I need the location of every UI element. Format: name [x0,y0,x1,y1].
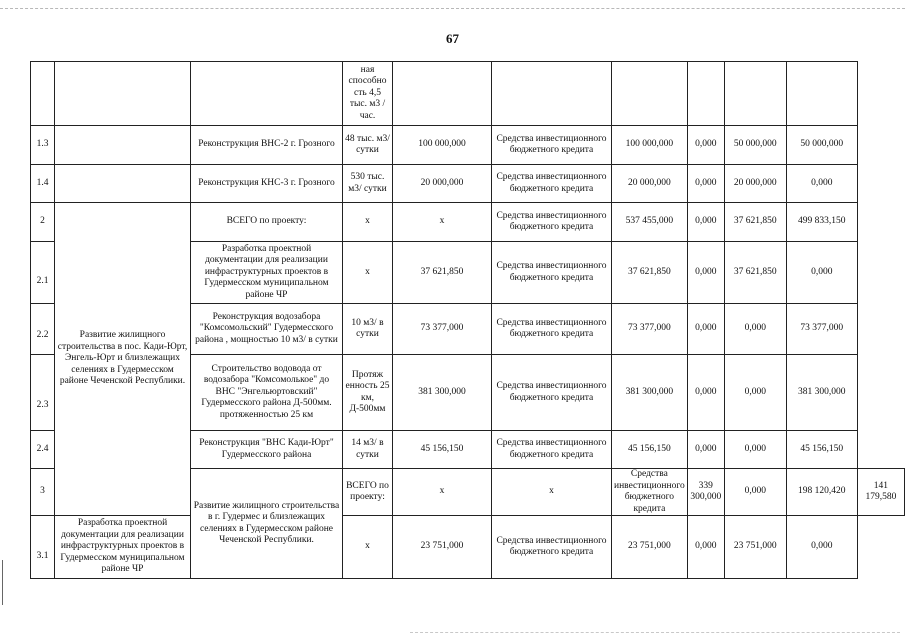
amount-cell: 381 300,000 [393,355,492,431]
capacity-cell: 48 тыс. м3/ сутки [343,126,393,165]
project-title-cell [55,126,191,165]
measure-name: ВСЕГО по проекту: [343,469,393,516]
year2-cell: 37 621,850 [724,203,786,242]
total-cell: 45 156,150 [612,431,688,469]
year2-cell: 50 000,000 [724,126,786,165]
budget-table [30,61,905,579]
capacity-cell: 14 м3/ в сутки [343,431,393,469]
table-row [31,62,905,126]
project-title-3: Развитие жилищного строительства в г. Гудермес и близлежащих селениях в Гудермесском районе Чеченской Республики. [191,469,343,579]
project-title-2: Развитие жилищного строительства в пос. Кади-Юрт, Энгель-Юрт и близлежащих селениях в Гудермесском районе Чеченской Республики. [55,203,191,516]
row-number [31,62,55,126]
year1-cell: 0,000 [687,165,724,203]
scan-header-noise [0,8,905,10]
year3-cell: 45 156,150 [786,431,857,469]
amount-cell: 100 000,000 [393,126,492,165]
capacity-cell: 530 тыс. м3/ сутки [343,165,393,203]
year2-cell: 198 120,420 [786,469,857,516]
year2-cell [724,62,786,126]
amount-cell: х [393,203,492,242]
funding-source-cell: Средства инвестиционного бюджетного кредита [492,203,612,242]
amount-cell: х [492,469,612,516]
funding-source-cell: Средства инвестиционного бюджетного кредита [612,469,688,516]
measure-name: Реконструкция КНС-3 г. Грозного [191,165,343,203]
year3-cell: 73 377,000 [786,304,857,355]
total-cell: 339 300,000 [687,469,724,516]
total-cell [612,62,688,126]
total-cell: 381 300,000 [612,355,688,431]
row-number: 1.3 [31,126,55,165]
funding-source-cell [492,62,612,126]
year1-cell: 0,000 [687,516,724,579]
year1-cell: 0,000 [724,469,786,516]
capacity-cell: 10 м3/ в сутки [343,304,393,355]
year3-cell: 0,000 [786,165,857,203]
funding-source-cell: Средства инвестиционного бюджетного кредита [492,431,612,469]
year1-cell: 0,000 [687,431,724,469]
year2-cell: 0,000 [724,431,786,469]
capacity-cell: ная способно сть 4,5 тыс. м3 /час. [343,62,393,126]
table-row [31,126,905,165]
project-title-cell [55,165,191,203]
row-number: 2 [31,203,55,242]
row-number: 3 [31,469,55,516]
amount-cell [393,62,492,126]
project-title-cell [55,62,191,126]
row-number: 2.2 [31,304,55,355]
measure-name: Разработка проектной документации для реализации инфраструктурных проектов в Гудермесском муниципальном районе ЧР [55,516,191,579]
capacity-cell: х [343,203,393,242]
capacity-cell: х [343,242,393,304]
funding-source-cell: Средства инвестиционного бюджетного кредита [492,304,612,355]
capacity-cell: х [343,516,393,579]
year3-cell: 0,000 [786,516,857,579]
table-row [31,516,905,579]
row-number: 3.1 [31,516,55,579]
year3-cell: 499 833,150 [786,203,857,242]
scan-margin-mark [2,560,5,605]
year2-cell: 20 000,000 [724,165,786,203]
year3-cell: 381 300,000 [786,355,857,431]
year2-cell: 0,000 [724,355,786,431]
total-cell: 100 000,000 [612,126,688,165]
scan-footer-noise [410,632,900,634]
capacity-cell: Протяж енность 25 км, Д-500мм [343,355,393,431]
amount-cell: 73 377,000 [393,304,492,355]
year1-cell: 0,000 [687,304,724,355]
table-row [31,203,905,242]
row-number: 1.4 [31,165,55,203]
year1-cell: 0,000 [687,126,724,165]
amount-cell: 20 000,000 [393,165,492,203]
amount-cell: 37 621,850 [393,242,492,304]
measure-name: Реконструкция "ВНС Кади-Юрт" Гудермесского района [191,431,343,469]
page-number: 67 [446,31,459,46]
row-number: 2.4 [31,431,55,469]
measure-name: Реконструкция ВНС-2 г. Грозного [191,126,343,165]
capacity-cell: х [393,469,492,516]
funding-source-cell: Средства инвестиционного бюджетного кредита [492,355,612,431]
year3-cell [786,62,857,126]
funding-source-cell: Средства инвестиционного бюджетного кредита [492,126,612,165]
measure-name [191,62,343,126]
total-cell: 37 621,850 [612,242,688,304]
total-cell: 20 000,000 [612,165,688,203]
year3-cell: 141 179,580 [857,469,904,516]
year1-cell: 0,000 [687,355,724,431]
funding-source-cell: Средства инвестиционного бюджетного кредита [492,242,612,304]
funding-source-cell: Средства инвестиционного бюджетного кредита [492,165,612,203]
total-cell: 73 377,000 [612,304,688,355]
measure-name: Реконструкция водозабора "Комсомольский" Гудермесского района , мощностью 10 м3/ в сутки [191,304,343,355]
total-cell: 23 751,000 [612,516,688,579]
amount-cell: 23 751,000 [393,516,492,579]
row-number: 2.3 [31,355,55,431]
row-number: 2.1 [31,242,55,304]
measure-name: ВСЕГО по проекту: [191,203,343,242]
year1-cell: 0,000 [687,203,724,242]
year1-cell: 0,000 [687,242,724,304]
year2-cell: 37 621,850 [724,242,786,304]
funding-source-cell: Средства инвестиционного бюджетного кредита [492,516,612,579]
amount-cell: 45 156,150 [393,431,492,469]
measure-name: Разработка проектной документации для реализации инфраструктурных проектов в Гудермесском муниципальном районе ЧР [191,242,343,304]
year2-cell: 0,000 [724,304,786,355]
measure-name: Строительство водовода от водозабора "Комсомолькое" до ВНС "Энгельюртовский" Гудермесского района Д-500мм. протяженностью 25 км [191,355,343,431]
table-row [31,165,905,203]
year3-cell: 50 000,000 [786,126,857,165]
year2-cell: 23 751,000 [724,516,786,579]
year3-cell: 0,000 [786,242,857,304]
total-cell: 537 455,000 [612,203,688,242]
year1-cell [687,62,724,126]
